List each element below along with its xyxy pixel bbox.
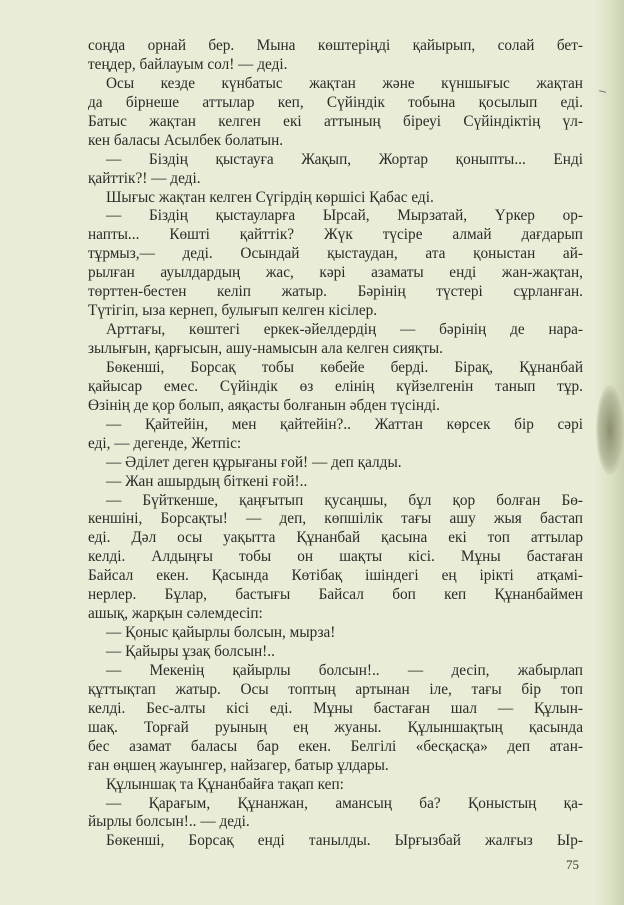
text-line: Құлыншақ та Құнанбайға тақап кеп: <box>106 775 344 793</box>
text-line: төрттен-бестен келіп жатыр. Бәрінің түстері сұрланған. <box>88 283 583 301</box>
body-text <box>88 37 583 851</box>
text-line: Бөкенші, Борсақ енді танылды. Ырғызбай жалғыз Ыр- <box>106 832 583 850</box>
text-line: Арттағы, көштегі еркек-әйелдердің — бәрінің де нара- <box>106 321 583 339</box>
scan-thumb-shadow <box>596 385 624 475</box>
text-line: да бірнеше аттылар кеп, Сүйіндік тобына қосылып еді. <box>88 93 583 111</box>
text-line: қайысар емес. Сүйіндік өз елінің күйзелгенін танып тұр. <box>88 377 583 395</box>
page-number: 75 <box>566 857 579 872</box>
text-line: — Бүйткенше, қаңғытып қусаңшы, бұл қор болған Бө- <box>106 491 583 509</box>
text-line: бес азамат баласы бар екен. Белгілі «бесқасқа» деп атан- <box>88 737 583 755</box>
text-line: тұрмыз,— деді. Осындай қыстаудан, ата қоныстан ай- <box>88 245 583 263</box>
text-line: зылығын, қарғысын, ашу-намысын ала келген сияқты. <box>88 340 444 357</box>
text-line: кен баласы Асылбек болатын. <box>88 131 284 149</box>
text-line: Шығыс жақтан келген Сүгірдің көршісі Қабас еді. <box>106 188 434 206</box>
text-line: — Мекенің қайырлы болсын!.. — десіп, жабырлап <box>106 661 583 679</box>
text-line: — Жан ашырдың біткені ғой!.. <box>106 472 308 490</box>
text-line: Бөкенші, Борсақ тобы көбейе берді. Бірақ, Құнанбай <box>106 358 583 376</box>
text-line: — Біздің қыстауға Жақып, Жортар қоныпты... Енді <box>106 150 583 168</box>
text-line: еді. Дәл осы уақытта Құнанбай қасына екі топ аттылар <box>88 529 583 547</box>
text-line: ашық, жарқын сәлемдесіп: <box>88 605 263 623</box>
text-line: теңдер, байлауым сол! — деді. <box>88 55 288 73</box>
text-line: соңда орнай бер. Мына көштеріңді қайырып, солай бет- <box>88 37 583 54</box>
text-line: шақ. Торғай руының ең жуаны. Құлыншақтың қасында <box>88 718 583 736</box>
text-line: напты... Көшті қайттік? Жүк түсіре алмай дағдарып <box>88 226 583 244</box>
text-line: Байсал екен. Қасында Көтібақ ішіндегі ең ірікті атқамі- <box>88 567 583 585</box>
text-line: еді, — дегенде, Жетпіс: <box>88 434 242 452</box>
text-line: йырлы болсын!.. — деді. <box>88 813 250 831</box>
text-line: келді. Бес-алты кісі еді. Мұны бастаған шал — Құлын- <box>88 699 583 717</box>
text-line: қайттік?! — деді. <box>88 169 201 187</box>
text-line: Батыс жақтан келген екі аттының біреуі Сүйіндіктің үл- <box>88 112 583 130</box>
text-line: нерлер. Бұлар, бастығы Байсал боп кеп Құнанбаймен <box>88 586 583 604</box>
text-line: — Қарағым, Құнанжан, амансың ба? Қоныстың қа- <box>106 794 583 812</box>
text-line: — Қайыры ұзақ болсын!.. <box>106 643 275 660</box>
text-line: Осы кезде күнбатыс жақтан және күншығыс жақтан <box>106 74 583 92</box>
text-line: — Қайтейін, мен қайтейін?.. Жаттан көрсек бір сәрі <box>106 415 583 433</box>
text-line: келді. Алдыңғы тобы он шақты кісі. Мұны бастаған <box>88 548 583 566</box>
text-line: — Қоныс қайырлы болсын, мырза! <box>106 624 336 642</box>
text-line: — Біздің қыстауларға Ырсай, Мырзатай, Үркер ор- <box>106 207 583 225</box>
text-line: рылған ауылдардың жас, кәрі азаматы енді жан-жақтан, <box>88 264 583 282</box>
text-line: — Әділет деген құрығаны ғой! — деп қалды. <box>106 453 402 471</box>
text-line: құттықтап жатыр. Осы топтың артынан іле, тағы бір топ <box>88 680 583 698</box>
text-line: кеншіні, Борсақты! — деп, көпшілік тағы ашу жыя бастап <box>88 510 583 528</box>
text-line: Өзінің де қор болып, аяқасты болғанын әбден түсінді. <box>88 396 440 414</box>
text-line: Түтігіп, ыза кернеп, булығып келген кісілер. <box>88 302 378 320</box>
text-line: ған өңшең жауынгер, найзагер, батыр ұлдары. <box>88 756 389 774</box>
